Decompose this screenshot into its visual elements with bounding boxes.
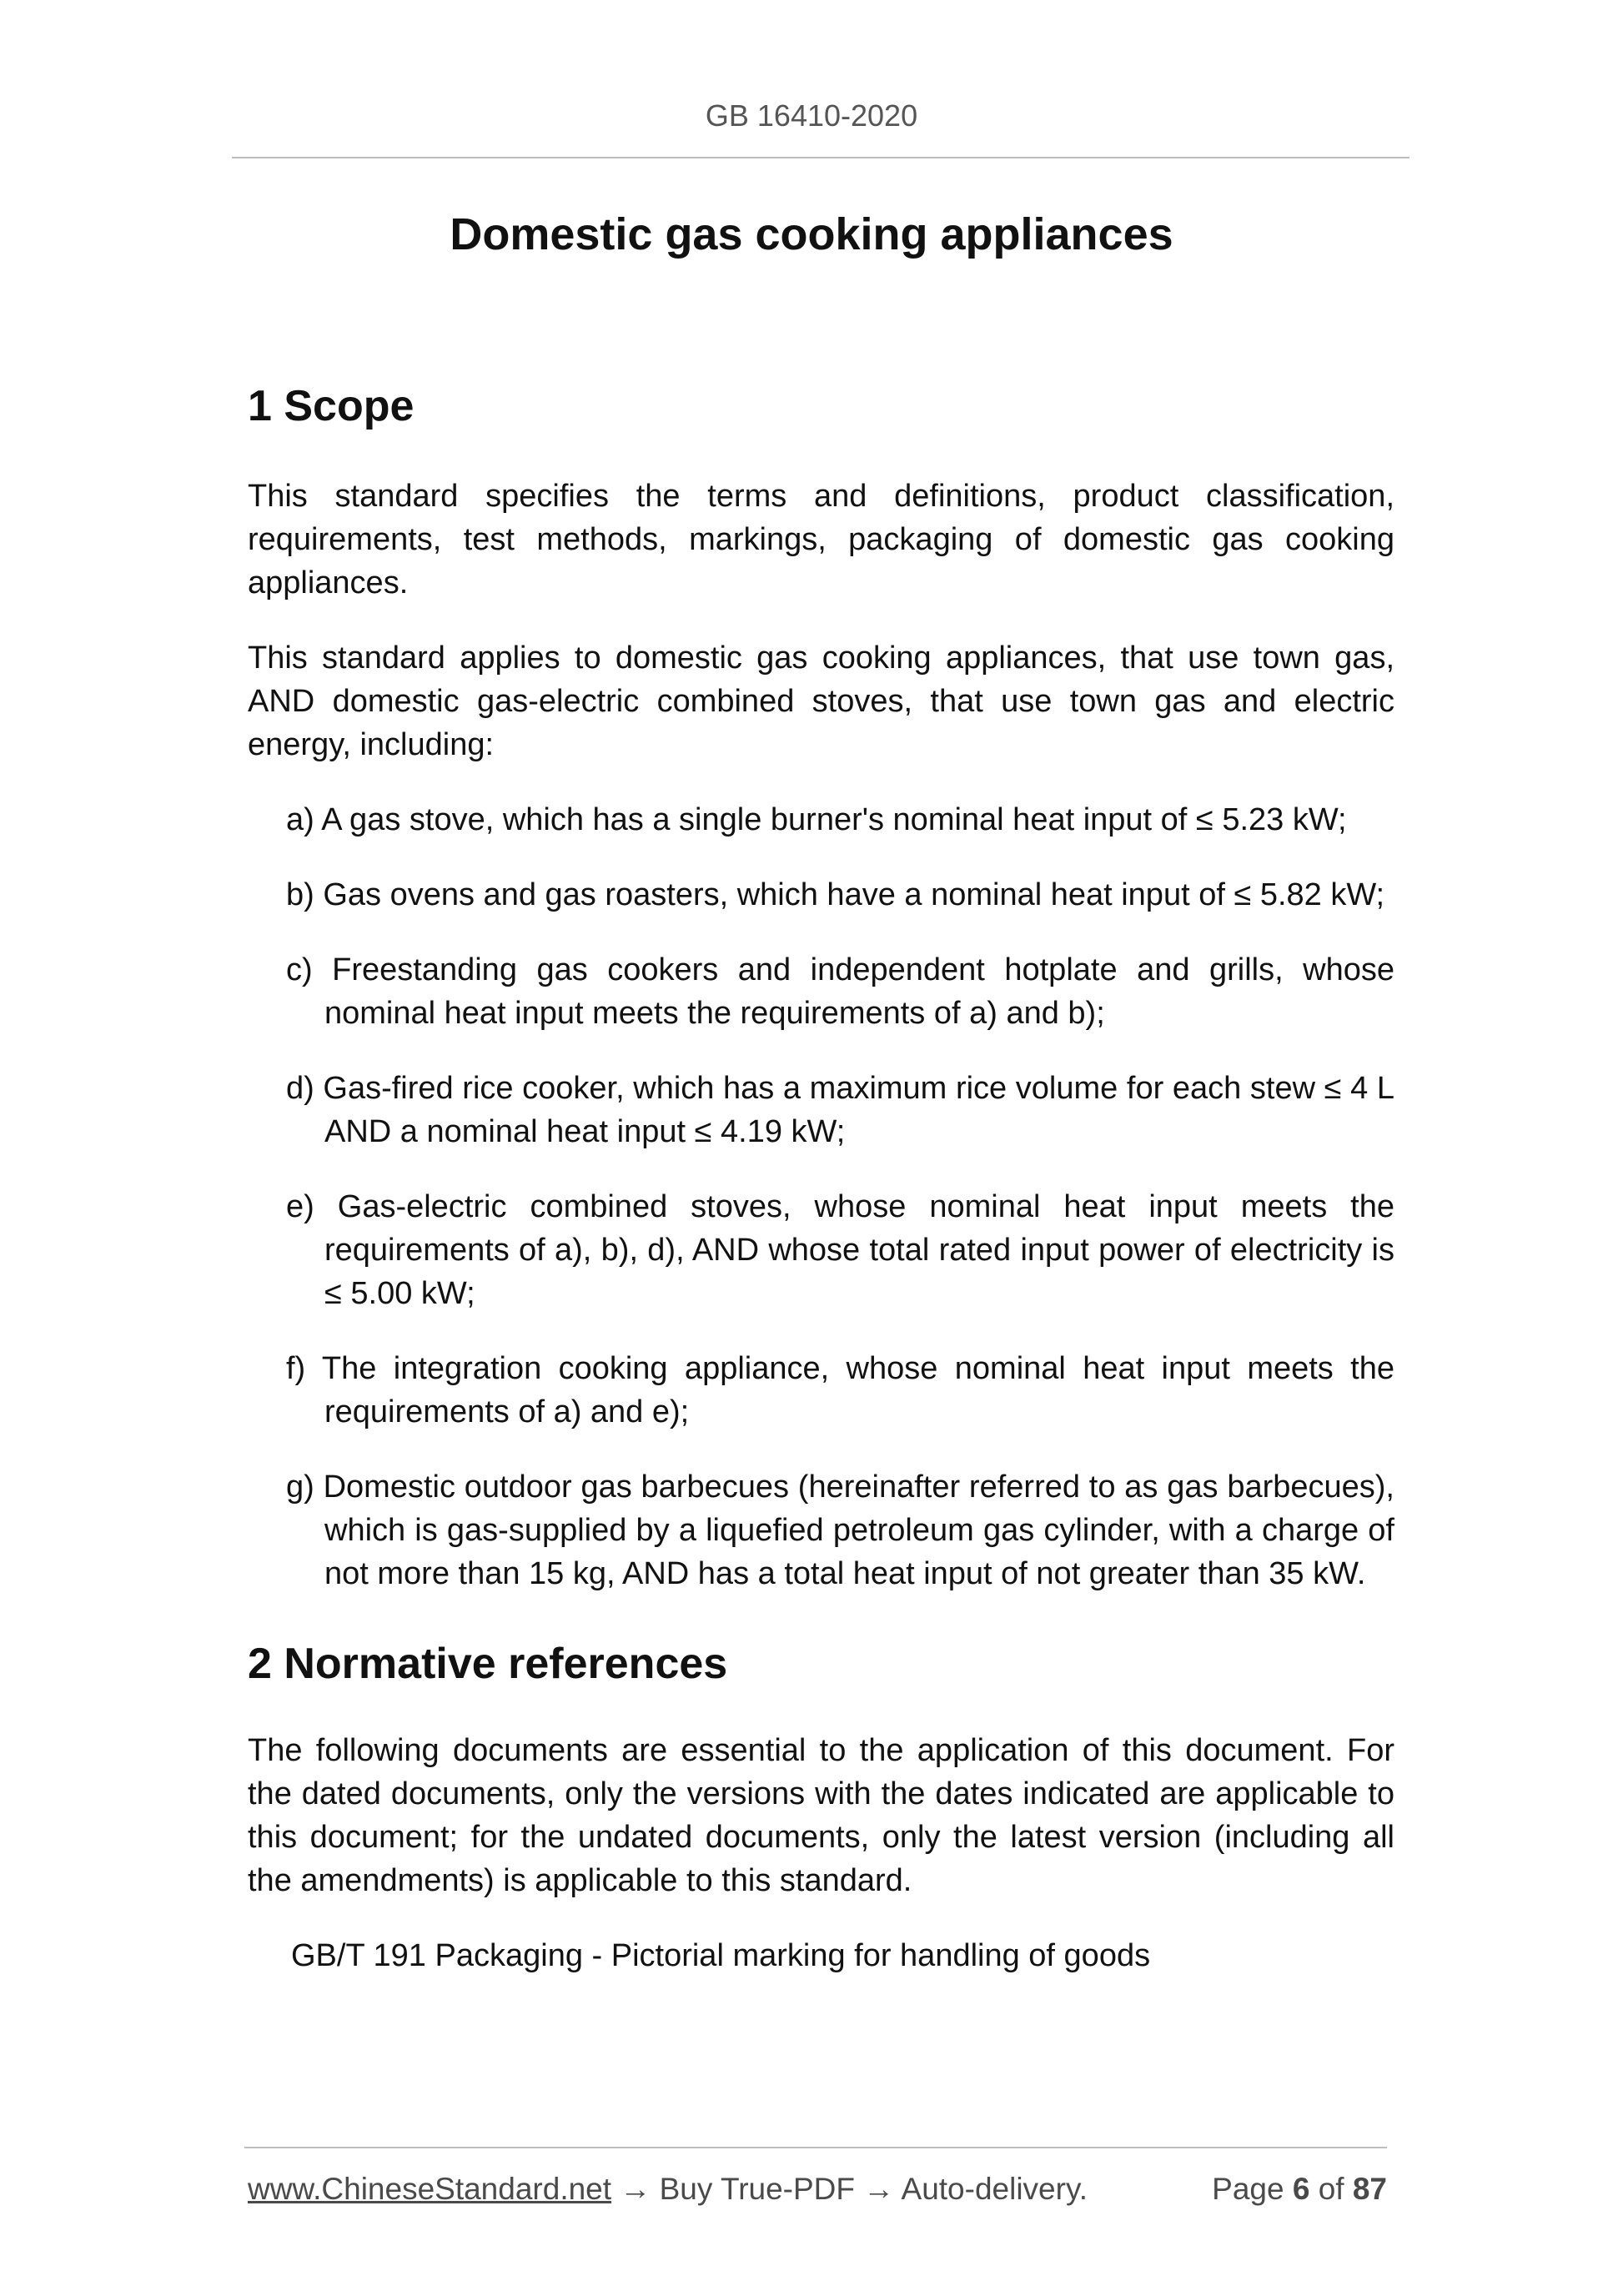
section-heading-scope: 1 Scope [248,382,415,430]
scope-list-item: d) Gas-fired rice cooker, which has a maximum rice volume for each stew ≤ 4 L AND a nominal heat input ≤ 4.19 kW; [286,1071,1394,1149]
page-label: Page [1212,2172,1284,2206]
scope-list-item: b) Gas ovens and gas roasters, which have a nominal heat input of ≤ 5.82 kW; [286,877,1385,912]
footer-divider [244,2147,1387,2148]
scope-list-item: g) Domestic outdoor gas barbecues (hereinafter referred to as gas barbecues), which is gas-supplied by a liquefied petroleum gas cylinder, with a charge of not more than 15 kg, AND has a total heat input of not greater than 35 kW. [286,1470,1394,1591]
references-paragraph: The following documents are essential to the application of this document. For the dated documents, only the versions with the dates indicated are applicable to this document; for the undated documents, only the latest version (including all the amendments) is applicable to this standard. [248,1733,1394,1898]
scope-paragraph: This standard specifies the terms and definitions, product classification, requirements, test methods, markings, packaging of domestic gas cooking appliances. [248,479,1394,600]
page-footer [248,2168,1387,2210]
scope-paragraph: This standard applies to domestic gas cooking appliances, that use town gas, AND domestic gas-electric combined stoves, that use town gas and electric energy, including: [248,641,1394,762]
page-indicator [1212,2168,1387,2210]
header-divider [232,157,1409,158]
current-page-number: 6 [1292,2172,1310,2206]
scope-list-item: e) Gas-electric combined stoves, whose nominal heat input meets the requirements of a), b), d), AND whose total rated input power of electricity is ≤ 5.00 kW; [286,1189,1394,1311]
website-link[interactable]: www.ChineseStandard.net [248,2172,612,2206]
scope-list-item: c) Freestanding gas cookers and independent hotplate and grills, whose nominal heat input meets the requirements of a) and b); [286,952,1394,1031]
footer-tagline: → Buy True-PDF → Auto-delivery. [611,2172,1088,2206]
document-body [248,379,1394,1977]
scope-list-item: f) The integration cooking appliance, whose nominal heat input meets the requirements of a) and e); [286,1351,1394,1429]
total-pages-number: 87 [1352,2172,1387,2206]
page-of-label: of [1318,2172,1344,2206]
document-title: Domestic gas cooking appliances [450,209,1173,259]
scope-list-item: a) A gas stove, which has a single burner's nominal heat input of ≤ 5.23 kW; [286,802,1347,837]
reference-item: GB/T 191 Packaging - Pictorial marking for handling of goods [291,1938,1151,1973]
section-heading-normative-references: 2 Normative references [248,1640,728,1688]
running-header: GB 16410-2020 [705,98,918,133]
